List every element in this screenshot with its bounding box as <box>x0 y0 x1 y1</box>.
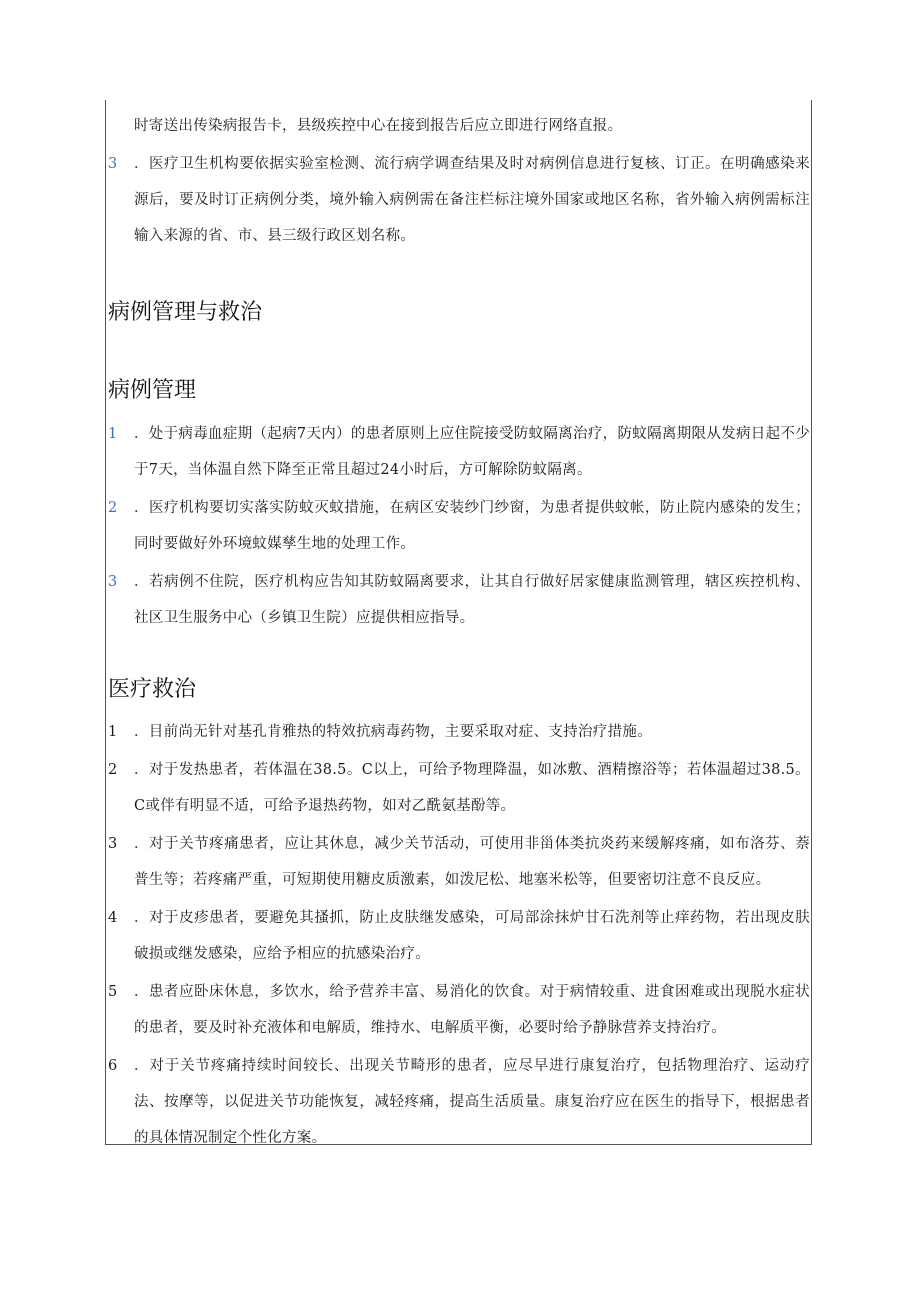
treatment-item-2 <box>108 752 810 824</box>
case-item-2 <box>108 490 810 562</box>
item-number: 2 <box>108 762 118 778</box>
item-text: ．患者应卧床休息，多饮水，给予营养丰富、易消化的饮食。对于病情较重、进食困难或出现脱水症状的患者，要及时补充液体和电解质，维持水、电解质平衡，必要时给予静脉营养支持治疗。 <box>134 984 810 1036</box>
item-text: ．处于病毒血症期（起病7天内）的患者原则上应住院接受防蚊隔离治疗，防蚊隔离期限从发病日起不少于7天，当体温自然下降至正常且超过24小时后，方可解除防蚊隔离。 <box>134 426 810 478</box>
treatment-item-5 <box>108 974 810 1046</box>
top-paragraph: 时寄送出传染病报告卡，县级疾控中心在接到报告后应立即进行网络直报。 <box>134 118 623 134</box>
case-management-title: 病例管理 <box>108 378 197 403</box>
item-text: ．对于皮疹患者，要避免其搔抓，防止皮肤继发感染，可局部涂抹炉甘石洗剂等止痒药物，若出现皮肤破损或继发感染，应给予相应的抗感染治疗。 <box>134 910 810 962</box>
item-number: 5 <box>108 984 118 1000</box>
item-number: 1 <box>108 724 118 740</box>
item-text: ．目前尚无针对基孔肯雅热的特效抗病毒药物，主要采取对症、支持治疗措施。 <box>134 724 652 740</box>
treatment-item-4 <box>108 900 810 972</box>
item-number: 3 <box>108 574 118 590</box>
item-text: ．医疗机构要切实落实防蚊灭蚊措施，在病区安装纱门纱窗，为患者提供蚊帐，防止院内感染的发生；同时要做好外环境蚊媒孳生地的处理工作。 <box>134 500 810 552</box>
item-number: 1 <box>108 426 118 442</box>
item-text: ．对于关节疼痛患者，应让其休息，减少关节活动，可使用非甾体类抗炎药来缓解疼痛，如布洛芬、萘普生等；若疼痛严重，可短期使用糖皮质激素，如泼尼松、地塞米松等，但要密切注意不良反应。 <box>134 836 810 888</box>
item-number: 2 <box>108 500 118 516</box>
item-number: 3 <box>108 836 118 852</box>
item-number: 4 <box>108 910 118 926</box>
case-item-3 <box>108 564 810 636</box>
section-title: 病例管理与救治 <box>108 300 263 325</box>
item-text: ．医疗卫生机构要依据实验室检测、流行病学调查结果及时对病例信息进行复核、订正。在明确感染来源后，要及时订正病例分类，境外输入病例需在备注栏标注境外国家或地区名称，省外输入病例需标注输入来源的省、市、县三级行政区划名称。 <box>134 156 810 244</box>
document-body <box>108 108 810 1156</box>
case-item-1 <box>108 416 810 488</box>
treatment-title: 医疗救治 <box>108 677 197 702</box>
treatment-item-3 <box>108 826 810 898</box>
report-item-3 <box>108 146 810 254</box>
item-text: ．对于关节疼痛持续时间较长、出现关节畸形的患者，应尽早进行康复治疗，包括物理治疗、运动疗法、按摩等，以促进关节功能恢复，减轻疼痛，提高生活质量。康复治疗应在医生的指导下，根据患者的具体情况制定个性化方案。 <box>134 1058 810 1146</box>
treatment-item-1 <box>108 714 810 750</box>
item-text: ．若病例不住院，医疗机构应告知其防蚊隔离要求，让其自行做好居家健康监测管理，辖区疾控机构、社区卫生服务中心（乡镇卫生院）应提供相应指导。 <box>134 574 810 626</box>
item-text: ．对于发热患者，若体温在38.5。C以上，可给予物理降温，如冰敷、酒精擦浴等；若体温超过38.5。C或伴有明显不适，可给予退热药物，如对乙酰氨基酚等。 <box>134 762 810 814</box>
treatment-list <box>108 714 810 1156</box>
case-management-list <box>108 416 810 636</box>
item-number: 6 <box>108 1058 118 1074</box>
item-number: 3 <box>108 156 118 172</box>
treatment-item-6 <box>108 1048 810 1156</box>
